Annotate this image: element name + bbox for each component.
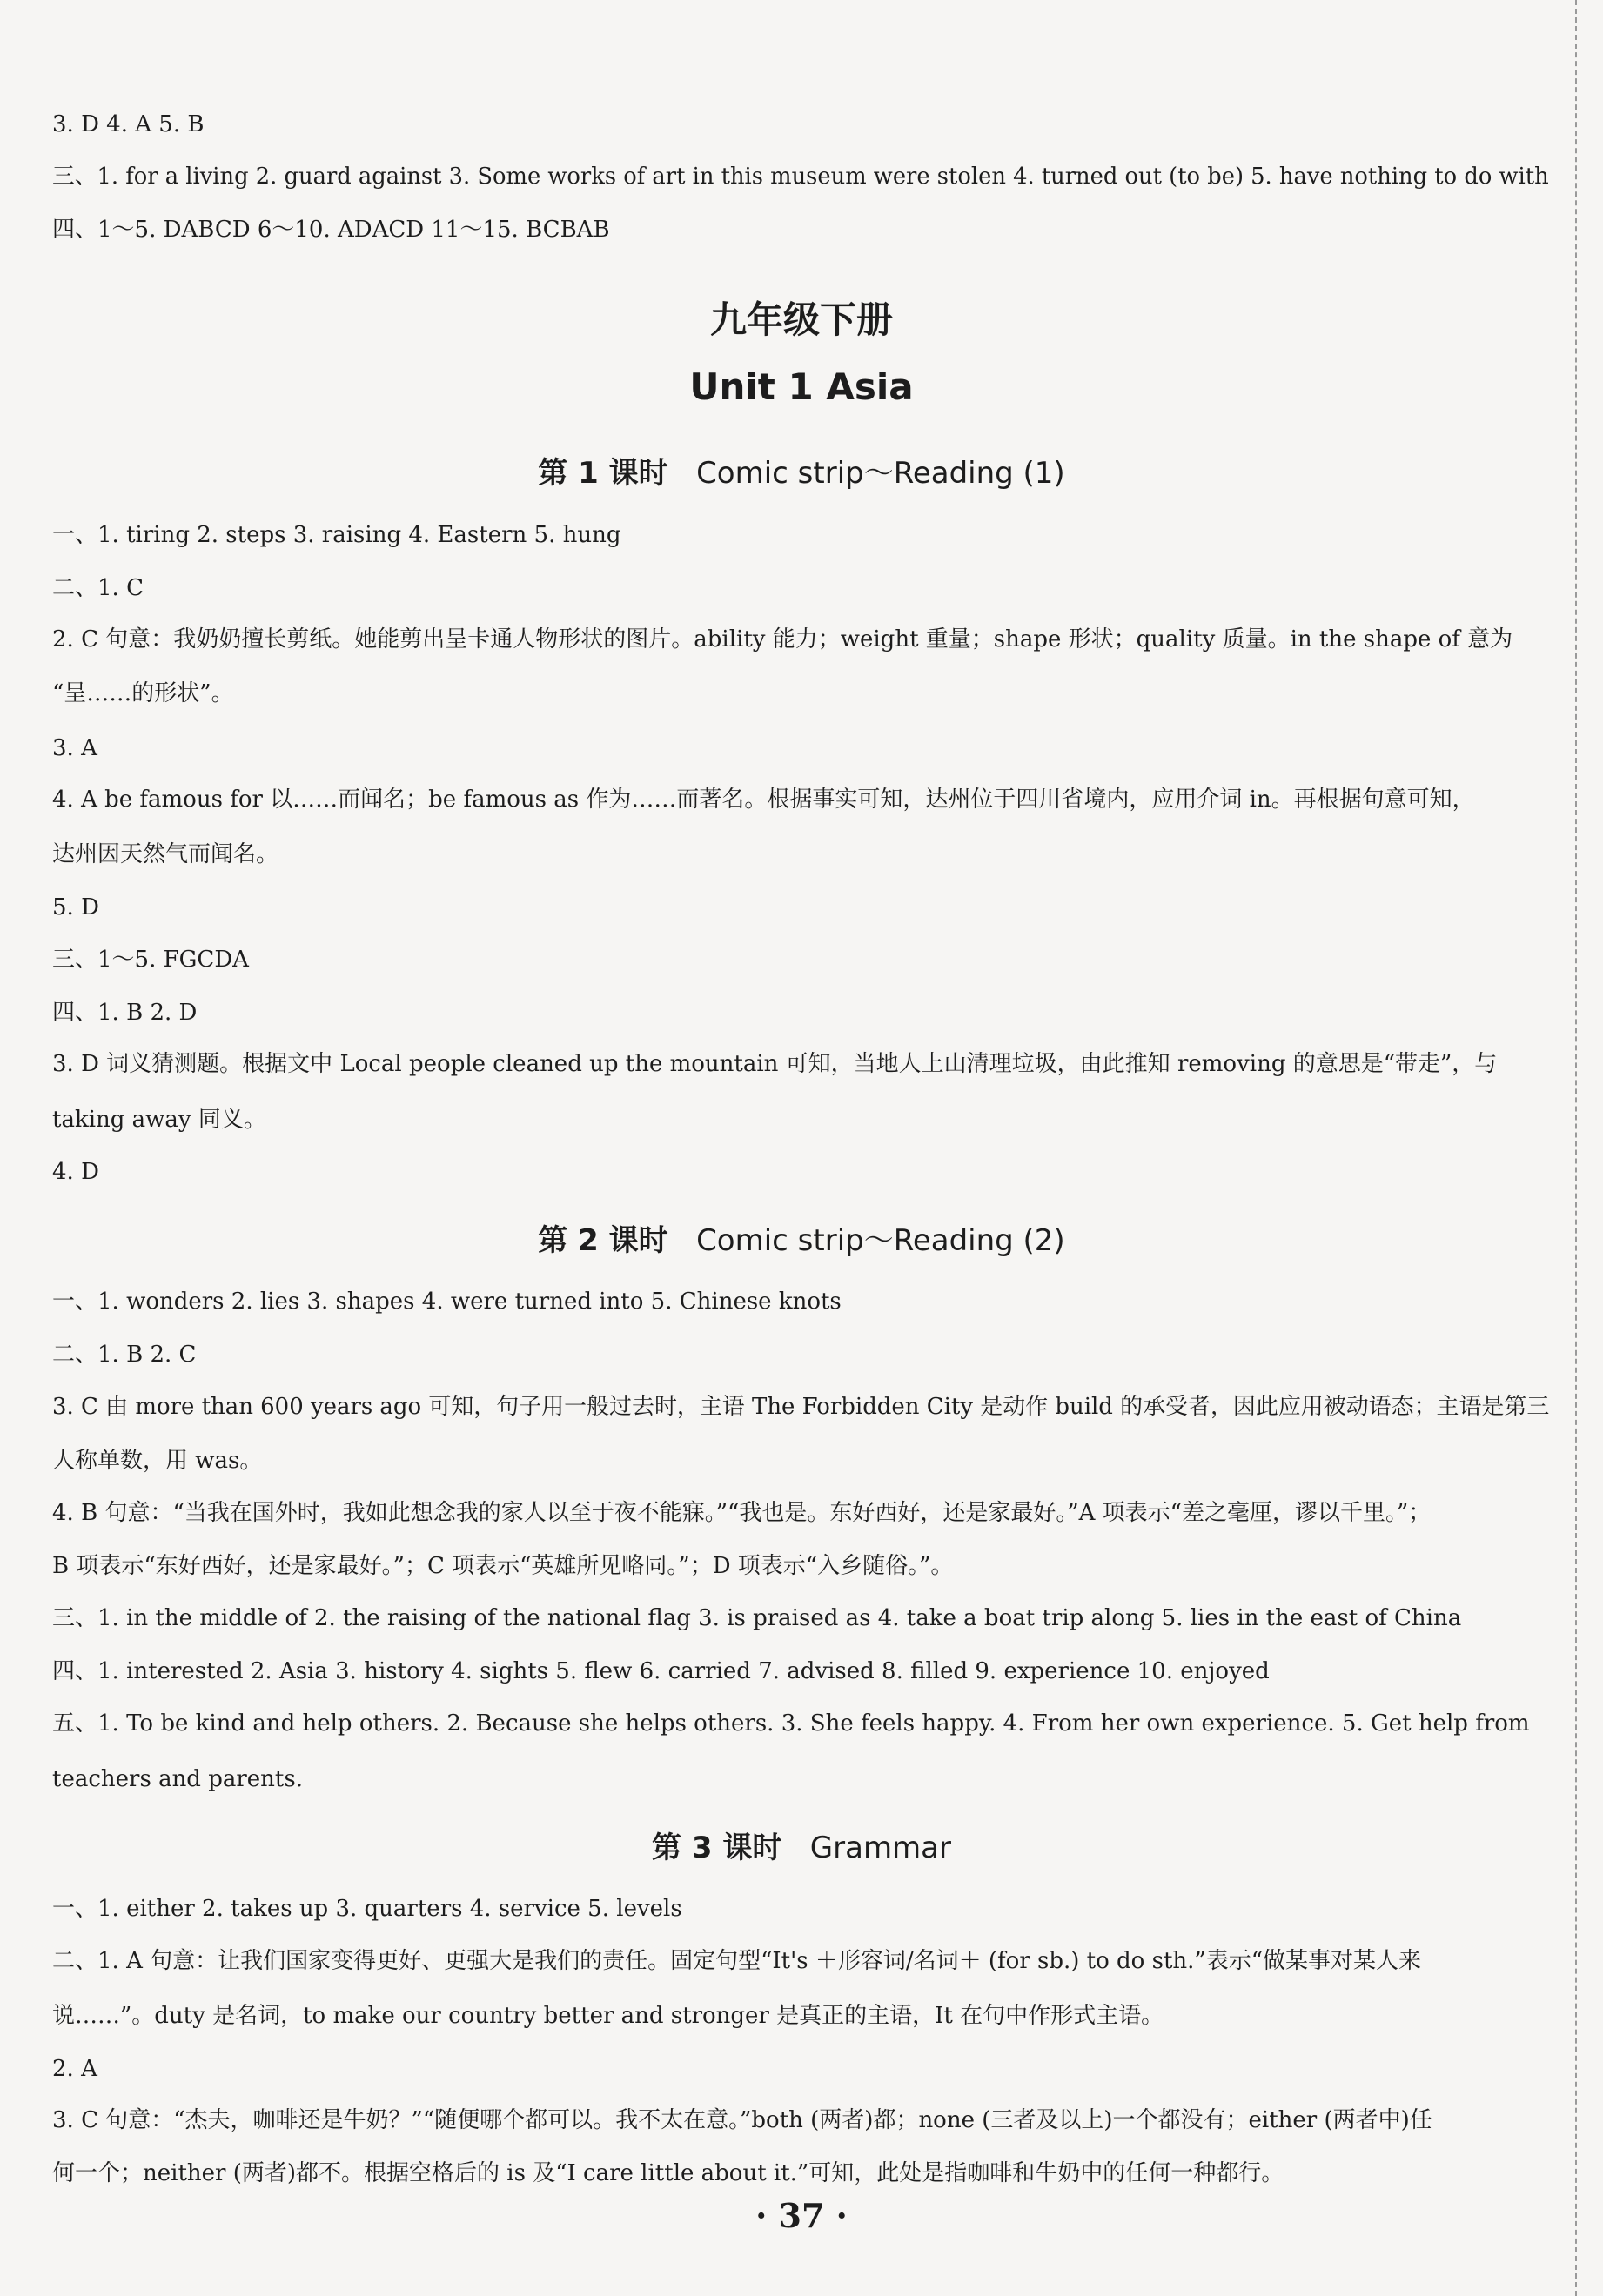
- answer-line: 三、1. for a living 2. guard against 3. Some works of art in this museum were stolen 4. turned out (to be) 5. have nothing to do with: [52, 164, 1549, 190]
- answer-line: 2. C 句意：我奶奶擅长剪纸。她能剪出呈卡通人物形状的图片。ability 能力；weight 重量；shape 形状；quality 质量。in the shape of 意为: [52, 626, 1513, 653]
- answer-line: 何一个；neither (两者)都不。根据空格后的 is 及“I care little about it.”可知，此处是指咖啡和牛奶中的任何一种都行。: [52, 2160, 1284, 2186]
- answer-line: teachers and parents.: [52, 1766, 303, 1792]
- lesson-heading: [0, 449, 1603, 492]
- answer-line: 三、1～5. FGCDA: [52, 947, 249, 973]
- answer-line: 四、1～5. DABCD 6～10. ADACD 11～15. BCBAB: [52, 217, 610, 243]
- answer-line: 三、1. in the middle of 2. the raising of the national flag 3. is praised as 4. take a boat trip along 5. lies in the east of China: [52, 1605, 1462, 1631]
- answer-line: 4. D: [52, 1159, 99, 1185]
- answer-line: 说……”。duty 是名词，to make our country better and stronger 是真正的主语，It 在句中作形式主语。: [52, 2003, 1164, 2029]
- answer-line: 一、1. tiring 2. steps 3. raising 4. Eastern 5. hung: [52, 522, 621, 548]
- lesson-number: 第 2 课时: [538, 1223, 668, 1258]
- answer-line: taking away 同义。: [52, 1107, 266, 1133]
- answer-line: “呈……的形状”。: [52, 680, 234, 706]
- page-number: · 37 ·: [755, 2196, 848, 2235]
- answer-line: 达州因天然气而闻名。: [52, 841, 279, 867]
- answer-line: 3. C 由 more than 600 years ago 可知，句子用一般过去时，主语 The Forbidden City 是动作 build 的承受者，因此应用被动语态；主语是第三: [52, 1394, 1550, 1420]
- answer-line: 二、1. C: [52, 575, 144, 601]
- lesson-number: 第 1 课时: [538, 456, 668, 491]
- answer-line: 人称单数，用 was。: [52, 1448, 263, 1474]
- answer-line: B 项表示“东好西好，还是家最好。”；C 项表示“英雄所见略同。”；D 项表示“入乡随俗。”。: [52, 1553, 954, 1579]
- lesson-topic: Grammar: [809, 1831, 951, 1865]
- unit-title: Unit 1 Asia: [689, 365, 914, 408]
- lesson-number: 第 3 课时: [652, 1831, 782, 1865]
- answer-line: 4. A be famous for 以……而闻名；be famous as 作为……而著名。根据事实可知，达州位于四川省境内，应用介词 in。再根据句意可知，: [52, 787, 1475, 813]
- book-title: 九年级下册: [709, 298, 893, 341]
- answer-line: 3. D 词义猜测题。根据文中 Local people cleaned up the mountain 可知，当地人上山清理垃圾，由此推知 removing 的意思是“带走”，与: [52, 1051, 1498, 1077]
- lesson-topic: Comic strip～Reading (2): [696, 1223, 1065, 1258]
- answer-line: 二、1. A 句意：让我们国家变得更好、更强大是我们的责任。固定句型“It's ＋形容词/名词＋ (for sb.) to do sth.”表示“做某事对某人来: [52, 1948, 1421, 1974]
- answer-line: 一、1. wonders 2. lies 3. shapes 4. were turned into 5. Chinese knots: [52, 1289, 842, 1315]
- answer-line: 4. B 句意：“当我在国外时，我如此想念我的家人以至于夜不能寐。”“我也是。东好西好，还是家最好。”A 项表示“差之毫厘，谬以千里。”；: [52, 1500, 1432, 1526]
- answer-line: 3. A: [52, 735, 97, 761]
- answer-line: 二、1. B 2. C: [52, 1342, 197, 1368]
- answer-line: 四、1. interested 2. Asia 3. history 4. sights 5. flew 6. carried 7. advised 8. filled 9. experience 10. enjoyed: [52, 1658, 1270, 1684]
- lesson-heading: [0, 1216, 1603, 1259]
- lesson-heading: [0, 1824, 1603, 1866]
- answer-line: 五、1. To be kind and help others. 2. Because she helps others. 3. She feels happy. 4. From her own experience. 5. Get help from: [52, 1710, 1530, 1737]
- answer-line: 3. C 句意：“杰夫，咖啡还是牛奶？”“随便哪个都可以。我不太在意。”both (两者)都；none (三者及以上)一个都没有；either (两者中)任: [52, 2107, 1432, 2133]
- answer-line: 3. D 4. A 5. B: [52, 111, 205, 137]
- binding-fold-line: [1575, 0, 1577, 2296]
- lesson-topic: Comic strip～Reading (1): [696, 456, 1065, 491]
- answer-line: 一、1. either 2. takes up 3. quarters 4. service 5. levels: [52, 1896, 682, 1922]
- answer-line: 四、1. B 2. D: [52, 1000, 198, 1026]
- answer-line: 2. A: [52, 2056, 97, 2082]
- answer-line: 5. D: [52, 894, 99, 920]
